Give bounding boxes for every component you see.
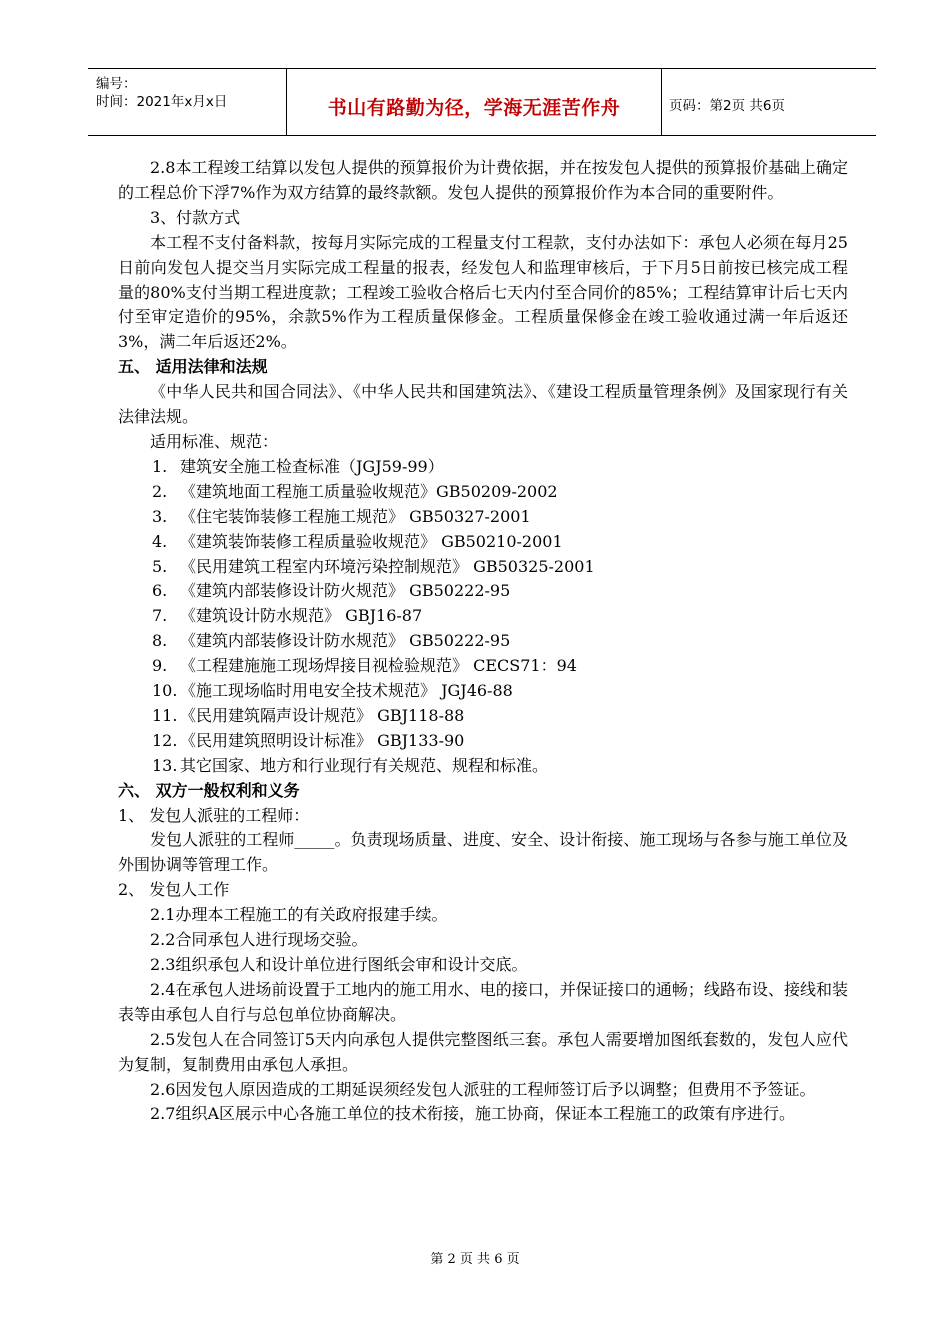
section6-heading: 六、 双方一般权利和义务 xyxy=(118,780,300,800)
list-item xyxy=(118,480,848,505)
list-item-text: 《建筑内部装修设计防水规范》 GB50222-95 xyxy=(180,631,511,651)
list-item-text: 《建筑内部装修设计防火规范》 GB50222-95 xyxy=(180,581,511,601)
list-item-text: 《民用建筑隔声设计规范》 GBJ118-88 xyxy=(180,705,465,725)
header-motto-cell xyxy=(286,69,662,135)
list-item-number: 8. xyxy=(152,631,168,651)
section5-heading: 五、 适用法律和法规 xyxy=(118,357,268,377)
list-item xyxy=(118,704,848,729)
list-item-text: 《建筑设计防水规范》 GBJ16-87 xyxy=(180,606,423,626)
header-page-cell xyxy=(661,69,876,135)
list-item xyxy=(118,629,848,654)
clause-2-1: 2.1办理本工程施工的有关政府报建手续。 xyxy=(150,905,448,925)
clause-2-7: 2.7组织A区展示中心各施工单位的技术衔接，施工协商，保证本工程施工的政策有序进行。 xyxy=(150,1104,796,1124)
list-item xyxy=(118,555,848,580)
clause-2-4: 2.4在承包人进场前设置于工地内的施工用水、电的接口，并保证接口的通畅；线路布设、接线和装表等由承包人自行与总包单位协商解决。 xyxy=(118,979,848,1024)
list-item-number: 13. xyxy=(152,755,178,775)
list-item xyxy=(118,455,848,480)
standards-label: 适用标准、规范： xyxy=(150,431,279,451)
header-info-cell xyxy=(88,69,286,135)
list-item-number: 10. xyxy=(152,681,178,701)
list-item-text: 《工程建施施工现场焊接目视检验规范》 CECS71：94 xyxy=(180,656,577,676)
list-item-number: 4. xyxy=(152,531,168,551)
list-item-text: 《住宅装饰装修工程施工规范》 GB50327-2001 xyxy=(180,506,531,526)
list-item xyxy=(118,679,848,704)
paragraph-2-8: 2.8本工程竣工结算以发包人提供的预算报价为计费依据，并在按发包人提供的预算报价基础上确定的工程总价下浮7%作为双方结算的最终款额。发包人提供的预算报价作为本合同的重要附件。 xyxy=(118,158,848,202)
list-item-number: 1. xyxy=(152,456,168,476)
list-item-text: 《民用建筑工程室内环境污染控制规范》 GB50325-2001 xyxy=(180,556,595,576)
section6-sub2: 2、 发包人工作 xyxy=(118,880,230,900)
header-page-number: 页码：第2页 共6页 xyxy=(669,98,785,114)
payment-method-title: 3、付款方式 xyxy=(150,207,241,227)
list-item-number: 11. xyxy=(152,705,178,725)
header-number: 编号： xyxy=(96,76,137,92)
clause-2-5: 2.5发包人在合同签订5天内向承包人提供完整图纸三套。承包人需要增加图纸套数的，发包人应代为复制，复制费用由承包人承担。 xyxy=(118,1029,848,1074)
clause-2-3: 2.3组织承包人和设计单位进行图纸会审和设计交底。 xyxy=(150,955,528,974)
list-item-number: 3. xyxy=(152,506,168,526)
list-item xyxy=(118,604,848,629)
list-item-text: 其它国家、地方和行业现行有关规范、规程和标准。 xyxy=(180,755,549,775)
header-time: 时间：2021年x月x日 xyxy=(96,94,228,110)
list-item-number: 2. xyxy=(152,481,168,501)
list-item-text: 《建筑装饰装修工程质量验收规范》 GB50210-2001 xyxy=(180,531,563,551)
list-item-text: 《施工现场临时用电安全技术规范》 JGJ46-88 xyxy=(180,681,513,701)
clause-2-6: 2.6因发包人原因造成的工期延误须经发包人派驻的工程师签订后予以调整；但费用不予签证。 xyxy=(150,1079,816,1099)
section6-sub1: 1、 发包人派驻的工程师： xyxy=(118,805,310,825)
standards-list xyxy=(118,455,848,779)
section6-sub1-text: 发包人派驻的工程师_____。负责现场质量、进度、安全、设计衔接、施工现场与各参与施工单位及外围协调等管理工作。 xyxy=(118,830,848,875)
list-item xyxy=(118,654,848,679)
list-item xyxy=(118,754,848,779)
list-item xyxy=(118,729,848,754)
payment-method-text: 本工程不支付备料款，按每月实际完成的工程量支付工程款，支付办法如下：承包人必须在每月25日前向发包人提交当月实际完成工程量的报表，经发包人和监理审核后，于下月5日前按已核完成工程量的80%支付当期工程进度款；工程竣工验收合格后七天内付至合同价的85%；工程结算审计后七天内付至审定造价的95%，余款5%作为工程质量保修金。工程质量保修金在竣工验收通过满一年后返还3%，满二年后返还2%。 xyxy=(118,232,848,352)
list-item-number: 9. xyxy=(152,656,168,676)
document-body xyxy=(118,156,848,1127)
page-header xyxy=(88,68,876,136)
list-item-number: 12. xyxy=(152,730,178,750)
list-item-number: 7. xyxy=(152,606,168,626)
list-item-text: 《民用建筑照明设计标准》 GBJ133-90 xyxy=(180,730,465,750)
list-item xyxy=(118,505,848,530)
list-item xyxy=(118,530,848,555)
list-item-text: 建筑安全施工检查标准（JGJ59-99） xyxy=(180,456,444,476)
clause-2-2: 2.2合同承包人进行现场交验。 xyxy=(150,930,368,950)
list-item-text: 《建筑地面工程施工质量验收规范》GB50209-2002 xyxy=(180,481,558,501)
list-item-number: 6. xyxy=(152,581,168,601)
list-item xyxy=(118,579,848,604)
section5-laws: 《中华人民共和国合同法》、《中华人民共和国建筑法》、《建设工程质量管理条例》及国家现行有关法律法规。 xyxy=(118,382,848,427)
page-footer: 第 2 页 共 6 页 xyxy=(430,1252,520,1267)
list-item-number: 5. xyxy=(152,556,168,576)
header-motto: 书山有路勤为径，学海无涯苦作舟 xyxy=(327,97,621,119)
